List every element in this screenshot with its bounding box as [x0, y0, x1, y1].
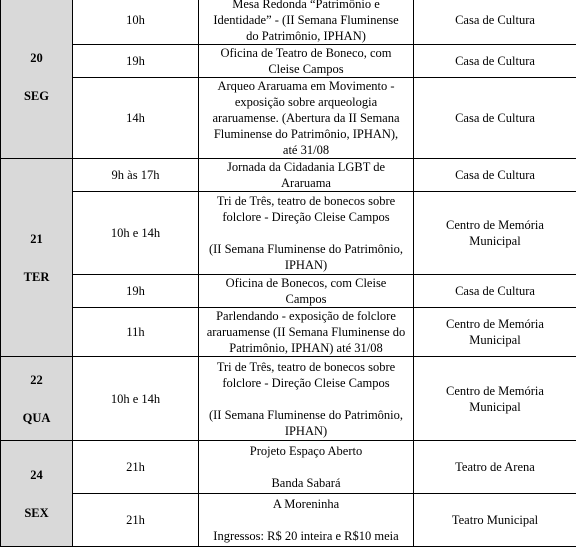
- day-name: QUA: [4, 410, 69, 426]
- venue-cell: [414, 159, 576, 192]
- table-row: [1, 357, 576, 441]
- venue-cell: [414, 275, 576, 308]
- description-cell: [199, 78, 414, 159]
- description-line: folclore - Direção Cleise Campos: [202, 209, 410, 225]
- time-cell: 19h: [73, 45, 199, 78]
- description-line: Cleise Campos: [202, 61, 410, 77]
- description-cell: [199, 192, 414, 275]
- description-cell: [199, 308, 414, 357]
- description-line: Oficina de Bonecos, com Cleise: [202, 275, 410, 291]
- description-line: Projeto Espaço Aberto: [202, 443, 410, 459]
- description-line: A Moreninha: [202, 496, 410, 512]
- description-line: até 31/08: [202, 142, 410, 158]
- time-cell: 21h: [73, 494, 199, 547]
- table-row: [1, 0, 576, 45]
- description-line: araruamense (II Semana Fluminense do: [202, 324, 410, 340]
- description-cell: [199, 0, 414, 45]
- venue-cell: [414, 494, 576, 547]
- time-cell: 10h e 14h: [73, 357, 199, 441]
- venue-line: Teatro Municipal: [417, 512, 573, 528]
- description-cell: [199, 275, 414, 308]
- table-row: [1, 159, 576, 192]
- description-line: Tri de Três, teatro de bonecos sobre: [202, 193, 410, 209]
- description-cell: [199, 494, 414, 547]
- table-row: [1, 441, 576, 494]
- description-line: Banda Sabará: [202, 475, 410, 491]
- time-cell: 14h: [73, 78, 199, 159]
- time-cell: 10h e 14h: [73, 192, 199, 275]
- description-line: exposição sobre arqueologia: [202, 94, 410, 110]
- day-cell: [1, 357, 73, 441]
- description-line: Oficina de Teatro de Boneco, com: [202, 45, 410, 61]
- description-line: (II Semana Fluminense do Patrimônio,: [202, 241, 410, 257]
- description-line: (II Semana Fluminense do Patrimônio,: [202, 407, 410, 423]
- day-name: SEX: [4, 505, 69, 521]
- day-number: 24: [4, 467, 69, 483]
- description-line: Fluminense do Patrimônio, IPHAN),: [202, 126, 410, 142]
- venue-line: Municipal: [417, 332, 573, 348]
- description-line: Arqueo Araruama em Movimento -: [202, 78, 410, 94]
- description-line: Campos: [202, 291, 410, 307]
- venue-cell: [414, 308, 576, 357]
- venue-line: Casa de Cultura: [417, 167, 573, 183]
- table-row: [1, 78, 576, 159]
- description-cell: [199, 441, 414, 494]
- description-line: Araruama: [202, 175, 410, 191]
- table-row: [1, 45, 576, 78]
- venue-line: Centro de Memória: [417, 316, 573, 332]
- venue-line: Casa de Cultura: [417, 12, 573, 28]
- venue-line: Casa de Cultura: [417, 110, 573, 126]
- description-line: Mesa Redonda “Patrimônio e: [202, 0, 410, 12]
- venue-cell: [414, 441, 576, 494]
- venue-line: Municipal: [417, 399, 573, 415]
- venue-line: Centro de Memória: [417, 383, 573, 399]
- description-line: do Patrimônio, IPHAN): [202, 28, 410, 44]
- venue-line: Municipal: [417, 233, 573, 249]
- description-line: folclore - Direção Cleise Campos: [202, 375, 410, 391]
- time-cell: 10h: [73, 0, 199, 45]
- day-number: 20: [4, 50, 69, 66]
- description-cell: [199, 159, 414, 192]
- time-cell: 11h: [73, 308, 199, 357]
- table-row: [1, 192, 576, 275]
- description-line: IPHAN): [202, 257, 410, 273]
- table-row: [1, 308, 576, 357]
- day-cell: [1, 441, 73, 547]
- time-cell: 21h: [73, 441, 199, 494]
- venue-cell: [414, 45, 576, 78]
- venue-line: Casa de Cultura: [417, 53, 573, 69]
- description-line: Ingressos: R$ 20 inteira e R$10 meia: [202, 528, 410, 544]
- venue-line: Centro de Memória: [417, 217, 573, 233]
- day-cell: [1, 0, 73, 159]
- description-cell: [199, 357, 414, 441]
- venue-line: Casa de Cultura: [417, 283, 573, 299]
- day-name: TER: [4, 269, 69, 285]
- table-row: [1, 494, 576, 547]
- description-line: Parlendando - exposição de folclore: [202, 308, 410, 324]
- day-cell: [1, 159, 73, 357]
- venue-cell: [414, 357, 576, 441]
- venue-line: Teatro de Arena: [417, 459, 573, 475]
- description-line: IPHAN): [202, 423, 410, 439]
- table-row: [1, 275, 576, 308]
- venue-cell: [414, 78, 576, 159]
- venue-cell: [414, 192, 576, 275]
- description-line: Tri de Três, teatro de bonecos sobre: [202, 359, 410, 375]
- description-line: Patrimônio, IPHAN) até 31/08: [202, 340, 410, 356]
- day-number: 22: [4, 372, 69, 388]
- description-line: araruamense. (Abertura da II Semana: [202, 110, 410, 126]
- time-cell: 19h: [73, 275, 199, 308]
- time-cell: 9h às 17h: [73, 159, 199, 192]
- day-name: SEG: [4, 88, 69, 104]
- venue-cell: [414, 0, 576, 45]
- day-number: 21: [4, 231, 69, 247]
- description-cell: [199, 45, 414, 78]
- description-line: Jornada da Cidadania LGBT de: [202, 159, 410, 175]
- description-line: Identidade” - (II Semana Fluminense: [202, 12, 410, 28]
